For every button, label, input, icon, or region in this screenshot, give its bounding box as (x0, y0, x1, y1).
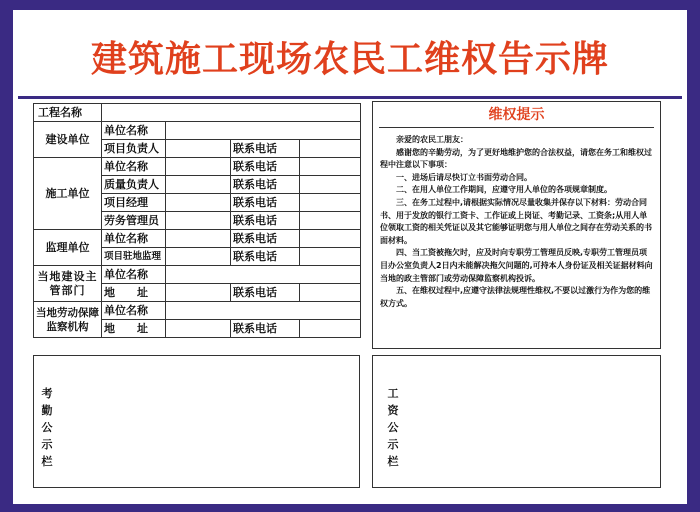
supervision-unit-label: 监理单位 (34, 230, 102, 266)
notice-paragraph: 五、在维权过程中,应遵守法律法规理性维权,不要以过激行为作为您的维权方式。 (380, 286, 651, 308)
local-build-dept-label: 当地建设主管部门 (34, 266, 102, 302)
cell (166, 158, 231, 176)
quality-lead-label: 质量负责人 (102, 176, 166, 194)
notice-board-panel (13, 10, 687, 504)
resident-supervisor-label: 项目驻地监理 (102, 248, 166, 266)
phone-label: 联系电话 (231, 230, 300, 248)
cell (300, 140, 361, 158)
cell (300, 194, 361, 212)
unit-name-label: 单位名称 (102, 122, 166, 140)
cell (166, 266, 361, 284)
notice-paragraph: 感谢您的辛勤劳动，为了更好地维护您的合法权益，请您在务工和维权过程中注意以下事项： (380, 147, 652, 170)
cell (300, 230, 361, 248)
phone-label: 联系电话 (231, 212, 300, 230)
phone-label: 联系电话 (231, 140, 300, 158)
cell (166, 140, 231, 158)
cell (166, 212, 231, 230)
notice-title: 维权提示 (488, 107, 545, 123)
project-manager-label: 项目经理 (102, 194, 166, 212)
table-row (34, 302, 361, 320)
cell (166, 248, 231, 266)
rights-notice-box (372, 101, 661, 349)
unit-name-label: 单位名称 (102, 302, 166, 320)
cell (300, 158, 361, 176)
cell (166, 320, 231, 338)
project-lead-label: 项目负责人 (102, 140, 166, 158)
cell (166, 194, 231, 212)
cell (166, 284, 231, 302)
labor-manager-label: 劳务管理员 (102, 212, 166, 230)
table-row (34, 122, 361, 140)
attendance-board-label: 考 勤 公 示 栏 (41, 387, 53, 468)
unit-name-label: 单位名称 (102, 266, 166, 284)
phone-label: 联系电话 (231, 248, 300, 266)
cell (300, 212, 361, 230)
cell (166, 122, 361, 140)
phone-label: 联系电话 (231, 320, 300, 338)
address-label: 地 址 (102, 284, 166, 302)
notice-paragraph: 一、进场后请尽快订立书面劳动合同。 (396, 172, 532, 182)
table-row (34, 230, 361, 248)
cell (166, 230, 231, 248)
local-labor-dept-label: 当地劳动保障监察机构 (34, 302, 102, 338)
cell (300, 248, 361, 266)
cell (166, 176, 231, 194)
phone-label: 联系电话 (231, 194, 300, 212)
unit-name-label: 单位名称 (102, 158, 166, 176)
notice-greeting: 亲爱的农民工朋友： (396, 135, 468, 144)
cell (300, 320, 361, 338)
wage-board-label: 工 资 公 示 栏 (387, 387, 399, 468)
table-row (34, 266, 361, 284)
project-name-label: 工程名称 (34, 104, 102, 122)
project-info-table (33, 103, 361, 338)
title-divider (18, 96, 682, 99)
cell (300, 176, 361, 194)
board-title: 建筑施工现场农民工维权告示牌 (90, 39, 609, 80)
notice-paragraph: 三、在务工过程中,请根据实际情况尽量收集并保存以下材料：劳动合同书、用于发放的银行工资卡、工作证或上岗证、考勤记录、工资条;从用人单位领取工资的相关凭证以及其它能够证明您与用人单位之间存在劳动关系的书面材料。 (380, 197, 652, 245)
address-label: 地 址 (102, 320, 166, 338)
cell (166, 302, 361, 320)
table-row (34, 104, 361, 122)
construction-unit-label: 建设单位 (34, 122, 102, 158)
notice-paragraph: 二、在用人单位工作期间，应遵守用人单位的各项规章制度。 (396, 185, 612, 195)
table-row (34, 158, 361, 176)
project-name-value (102, 104, 361, 122)
notice-body (373, 128, 660, 310)
wage-board (372, 355, 661, 488)
builder-unit-label: 施工单位 (34, 158, 102, 230)
phone-label: 联系电话 (231, 158, 300, 176)
phone-label: 联系电话 (231, 176, 300, 194)
notice-paragraph: 四、当工资被拖欠时，应及时向专职劳工管理员反映,专职劳工管理员项目办公室负责人2日内未能解决拖欠问题的,可持本人身份证及相关证据材料向当地的政主管部门或劳动保障监察机构投诉。 (380, 248, 653, 283)
cell (300, 284, 361, 302)
attendance-board (33, 355, 360, 488)
unit-name-label: 单位名称 (102, 230, 166, 248)
phone-label: 联系电话 (231, 284, 300, 302)
